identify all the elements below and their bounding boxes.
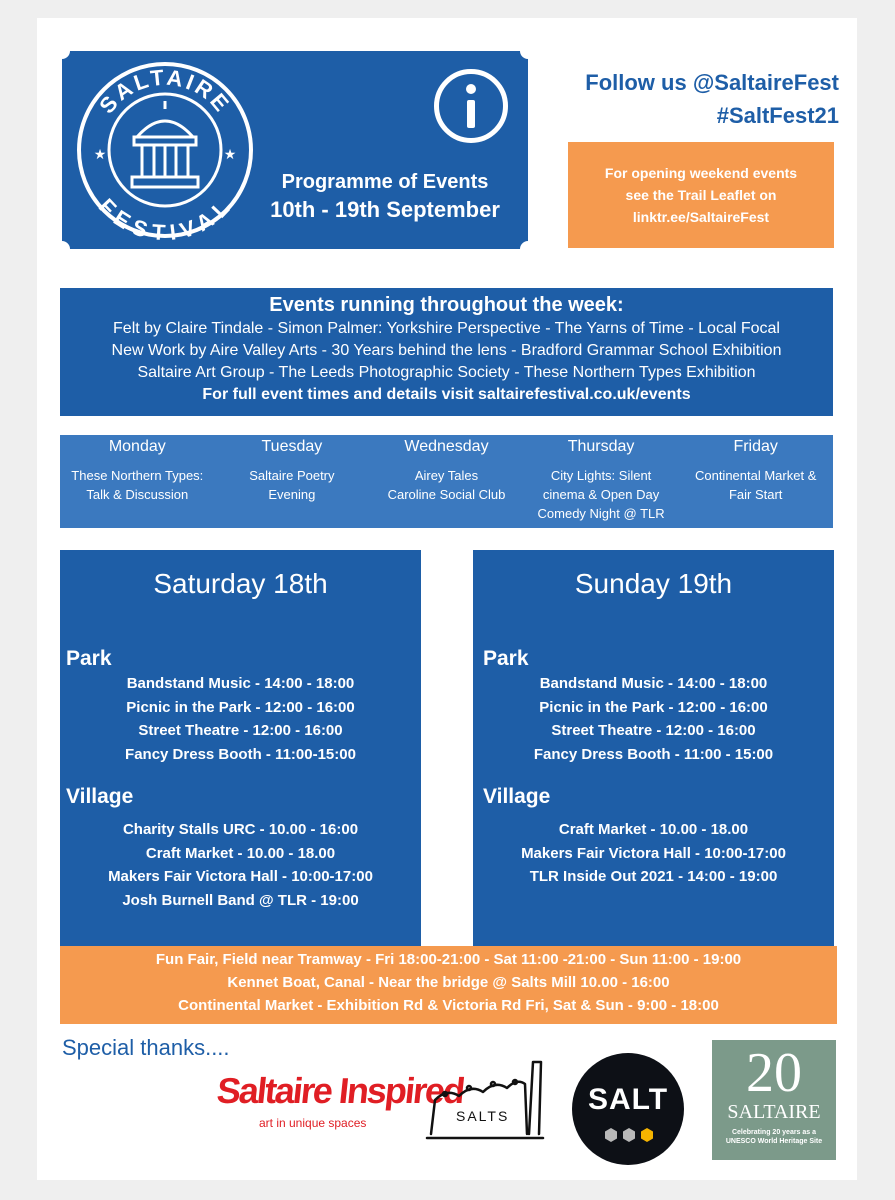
hexagons-icon	[604, 1127, 654, 1143]
saltaire-inspired-logo: Saltaire Inspired	[214, 1070, 466, 1111]
saltaire-20-unesco-logo	[712, 1040, 836, 1160]
day-event: Saltaire Poetry	[249, 468, 335, 483]
day-event: These Northern Types:	[71, 468, 204, 483]
sunday-event: Picnic in the Park - 12:00 - 16:00	[539, 698, 768, 716]
day-event: Continental Market &	[694, 468, 817, 483]
sunday-event: Makers Fair Victora Hall - 10:00-17:00	[521, 844, 786, 862]
sunday-event: Fancy Dress Booth - 11:00 - 15:00	[533, 745, 774, 763]
salt-logo	[572, 1053, 684, 1165]
saltaire-20-number: 20	[746, 1042, 802, 1104]
sunday-panel	[473, 550, 834, 952]
ticket-notch	[54, 241, 70, 257]
opening-line: see the Trail Leaflet on	[625, 187, 777, 203]
saltaire-20-name: SALTAIRE	[727, 1101, 821, 1123]
sunday-event: Bandstand Music - 14:00 - 18:00	[539, 675, 768, 692]
programme-ticket	[62, 51, 528, 249]
day-event: Airey Tales	[414, 468, 479, 483]
festival-poster	[37, 18, 857, 1180]
day-tuesday	[215, 435, 370, 528]
fun-fair-band	[60, 946, 837, 1024]
programme-title: Programme of Events	[281, 171, 489, 193]
saturday-event: Street Theatre - 12:00 - 16:00	[138, 722, 343, 739]
svg-text:★: ★	[223, 146, 237, 162]
ticket-notch	[520, 241, 536, 257]
week-events-panel	[60, 288, 833, 416]
sunday-event: Craft Market - 10.00 - 18.00	[558, 821, 749, 838]
day-friday	[678, 435, 833, 528]
sunday-title: Sunday 19th	[574, 568, 733, 599]
special-thanks-label: Special thanks....	[62, 1035, 230, 1060]
week-events-line: Felt by Claire Tindale - Simon Palmer: Yorkshire Perspective - The Yarns of Time - Local Focal	[113, 320, 780, 337]
saturday-panel	[60, 550, 421, 952]
day-name: Tuesday	[261, 438, 323, 455]
opening-link: linktr.ee/SaltaireFest	[632, 209, 770, 225]
salts-logo	[417, 1048, 547, 1148]
saltaire-inspired-tagline: art in unique spaces	[259, 1116, 367, 1130]
salts-logo-text: SALTS	[456, 1108, 510, 1124]
saturday-event: Fancy Dress Booth - 11:00-15:00	[125, 745, 356, 763]
opening-line: For opening weekend events	[604, 165, 798, 181]
saturday-park-label: Park	[66, 647, 112, 670]
svg-text:SALTAIRE	[94, 65, 236, 119]
day-event: Evening	[268, 487, 316, 502]
sunday-event: Street Theatre - 12:00 - 16:00	[551, 722, 756, 739]
day-name: Monday	[108, 438, 166, 455]
ticket-notch	[54, 43, 70, 59]
week-events-line: New Work by Aire Valley Arts - 30 Years behind the lens - Bradford Grammar School Exhibition	[111, 342, 782, 359]
fun-fair-line: Kennet Boat, Canal - Near the bridge @ Salts Mill 10.00 - 16:00	[227, 974, 670, 991]
logo-bottom-text: FESTIVAL	[93, 193, 237, 241]
svg-text:FESTIVAL	[94, 194, 236, 241]
week-events-details: For full event times and details visit saltairefestival.co.uk/events	[202, 386, 691, 403]
day-name: Thursday	[567, 438, 635, 455]
sunday-park-label: Park	[483, 647, 529, 670]
saturday-event: Makers Fair Victora Hall - 10:00-17:00	[108, 868, 373, 885]
day-event: cinema & Open Day	[542, 487, 660, 502]
saturday-event: Josh Burnell Band @ TLR - 19:00	[122, 891, 359, 909]
week-events-heading: Events running throughout the week:	[269, 294, 624, 316]
svg-text:★: ★	[93, 146, 107, 162]
week-events-line: Saltaire Art Group - The Leeds Photographic Society - These Northern Types Exhibition	[137, 364, 756, 381]
saturday-event: Picnic in the Park - 12:00 - 16:00	[126, 698, 355, 716]
day-thursday	[524, 435, 679, 528]
saturday-event: Bandstand Music - 14:00 - 18:00	[126, 675, 355, 692]
saltaire-20-caption: Celebrating 20 years as a	[731, 1129, 817, 1136]
programme-dates: 10th - 19th September	[270, 197, 500, 222]
fun-fair-line: Fun Fair, Field near Tramway - Fri 18:00-21:00 - Sat 11:00 -21:00 - Sun 11:00 - 19:00	[155, 951, 742, 968]
day-event: Talk & Discussion	[86, 487, 189, 502]
hashtag: #SaltFest21	[716, 103, 839, 128]
logo-top-text: SALTAIRE	[94, 64, 236, 119]
day-event: Caroline Social Club	[387, 487, 506, 502]
programme-block	[252, 169, 518, 225]
fun-fair-line: Continental Market - Exhibition Rd & Victoria Rd Fri, Sat & Sun - 9:00 - 18:00	[178, 997, 719, 1014]
follow-handle: Follow us @SaltaireFest	[585, 70, 839, 95]
saturday-event: Craft Market - 10.00 - 18.00	[145, 844, 336, 862]
day-name: Wednesday	[404, 438, 489, 455]
social-block	[537, 66, 839, 132]
ticket-notch	[520, 43, 536, 59]
day-name: Friday	[733, 438, 778, 455]
day-event: Fair Start	[728, 487, 783, 502]
sunday-event: TLR Inside Out 2021 - 14:00 - 19:00	[529, 868, 778, 885]
day-wednesday	[369, 435, 524, 528]
saturday-event: Charity Stalls URC - 10.00 - 16:00	[122, 821, 359, 838]
info-icon	[434, 69, 508, 143]
salt-logo-text: SALT	[587, 1083, 669, 1116]
opening-weekend-note	[568, 142, 834, 248]
sunday-village-label: Village	[483, 785, 551, 808]
saturday-title: Saturday 18th	[153, 568, 328, 599]
saturday-village-label: Village	[66, 785, 134, 808]
day-monday	[60, 435, 215, 528]
saltaire-20-caption: UNESCO World Heritage Site	[725, 1138, 823, 1145]
day-event: City Lights: Silent	[550, 468, 652, 483]
day-event: Comedy Night @ TLR	[537, 506, 665, 521]
saltaire-festival-logo	[74, 59, 256, 241]
weekday-strip	[60, 435, 833, 528]
